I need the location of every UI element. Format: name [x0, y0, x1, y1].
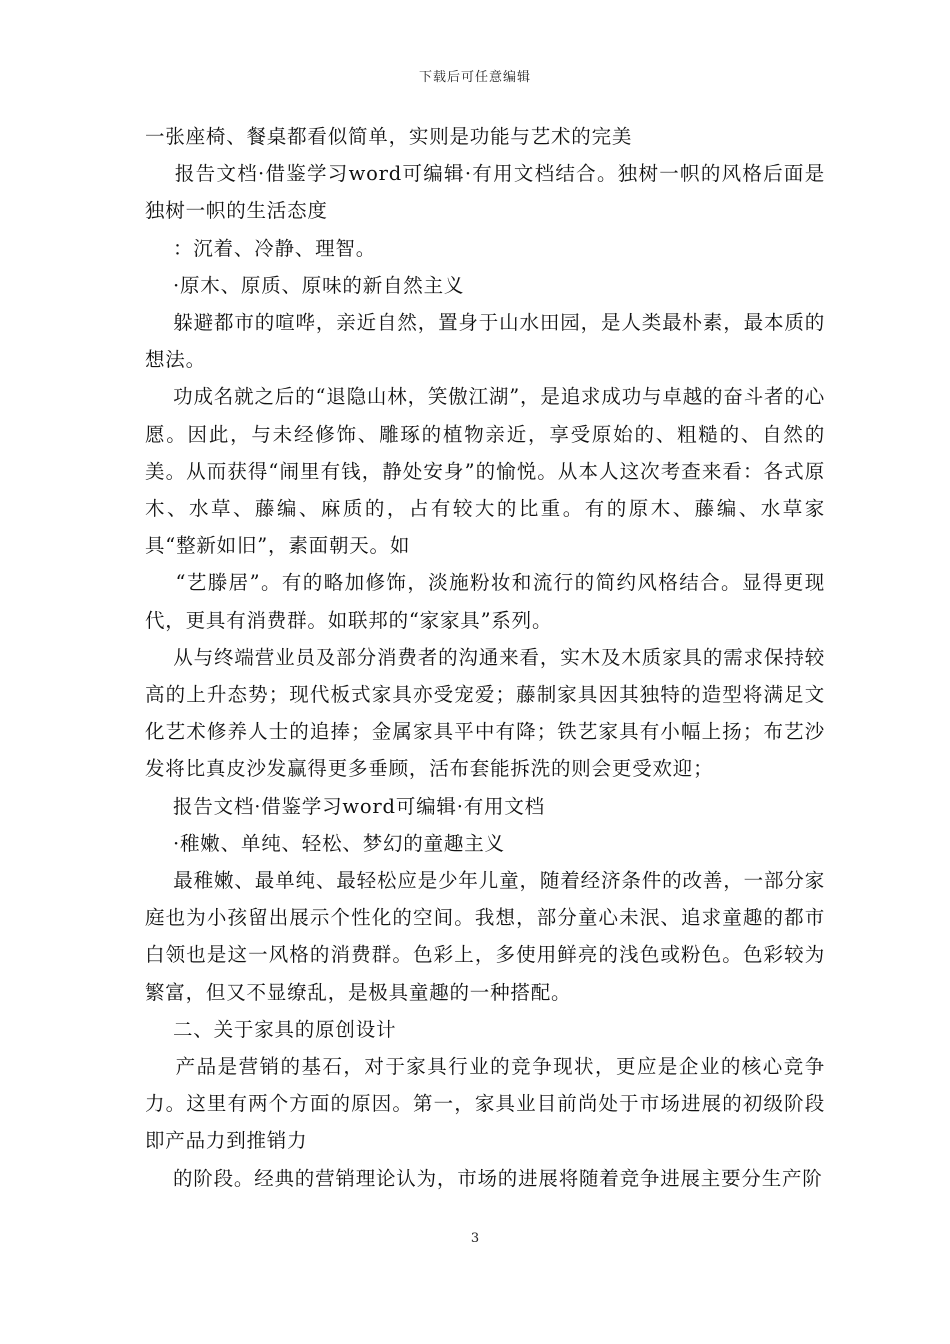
page-header: 下载后可任意编辑	[418, 70, 531, 85]
paragraph: 报告文档·借鉴学习word可编辑·有用文档结合。独树一帜的风格后面是独树一帜的生活态度	[145, 162, 825, 223]
paragraph: 最稚嫩、最单纯、最轻松应是少年儿童，随着经济条件的改善，一部分家庭也为小孩留出展示个性化的空间。我想，部分童心未泯、追求童趣的都市白领也是这一风格的消费群。色彩上，多使用鲜亮的浅色或粉色。色彩较为繁富，但又不显缭乱，是极具童趣的一种搭配。	[145, 869, 825, 1004]
paragraph: 功成名就之后的“退隐山林，笑傲江湖”，是追求成功与卓越的奋斗者的心愿。因此，与未经修饰、雕琢的植物亲近，享受原始的、粗糙的、自然的美。从而获得“闹里有钱，静处安身”的愉悦。从本人这次考查来看：各式原木、水草、藤编、麻质的，占有较大的比重。有的原木、藤编、水草家具“整新如旧”，素面朝天。如	[145, 385, 825, 558]
document-body	[145, 118, 825, 1197]
paragraph: 一张座椅、餐桌都看似简单，实则是功能与艺术的完美	[145, 125, 633, 148]
paragraph: 躲避都市的喧哗，亲近自然，置身于山水田园，是人类最朴素，最本质的想法。	[145, 311, 825, 372]
paragraph: ：沉着、冷静、理智。	[145, 236, 377, 260]
page-number: 3	[470, 1231, 480, 1246]
paragraph: “艺滕居”。有的略加修饰，淡施粉妆和流行的简约风格结合。显得更现代，更具有消费群。如联邦的“家家具”系列。	[145, 571, 825, 632]
section-heading: 二、关于家具的原创设计	[145, 1017, 397, 1041]
paragraph: ·原木、原质、原味的新自然主义	[145, 273, 465, 297]
paragraph: 产品是营销的基石，对于家具行业的竞争现状，更应是企业的核心竞争力。这里有两个方面的原因。第一，家具业目前尚处于市场进展的初级阶段即产品力到推销力	[145, 1055, 825, 1153]
paragraph: 报告文档·借鉴学习word可编辑·有用文档	[145, 794, 545, 818]
paragraph: 的阶段。经典的营销理论认为，市场的进展将随着竞争进展主要分生产阶	[145, 1166, 823, 1190]
paragraph: ·稚嫩、单纯、轻松、梦幻的童趣主义	[145, 831, 505, 855]
paragraph: 从与终端营业员及部分消费者的沟通来看，实木及木质家具的需求保持较高的上升态势；现代板式家具亦受宠爱；藤制家具因其独特的造型将满足文化艺术修养人士的追捧；金属家具平中有降；铁艺家具有小幅上扬；布艺沙发将比真皮沙发赢得更多垂顾，活布套能拆洗的则会更受欢迎；	[145, 645, 825, 781]
